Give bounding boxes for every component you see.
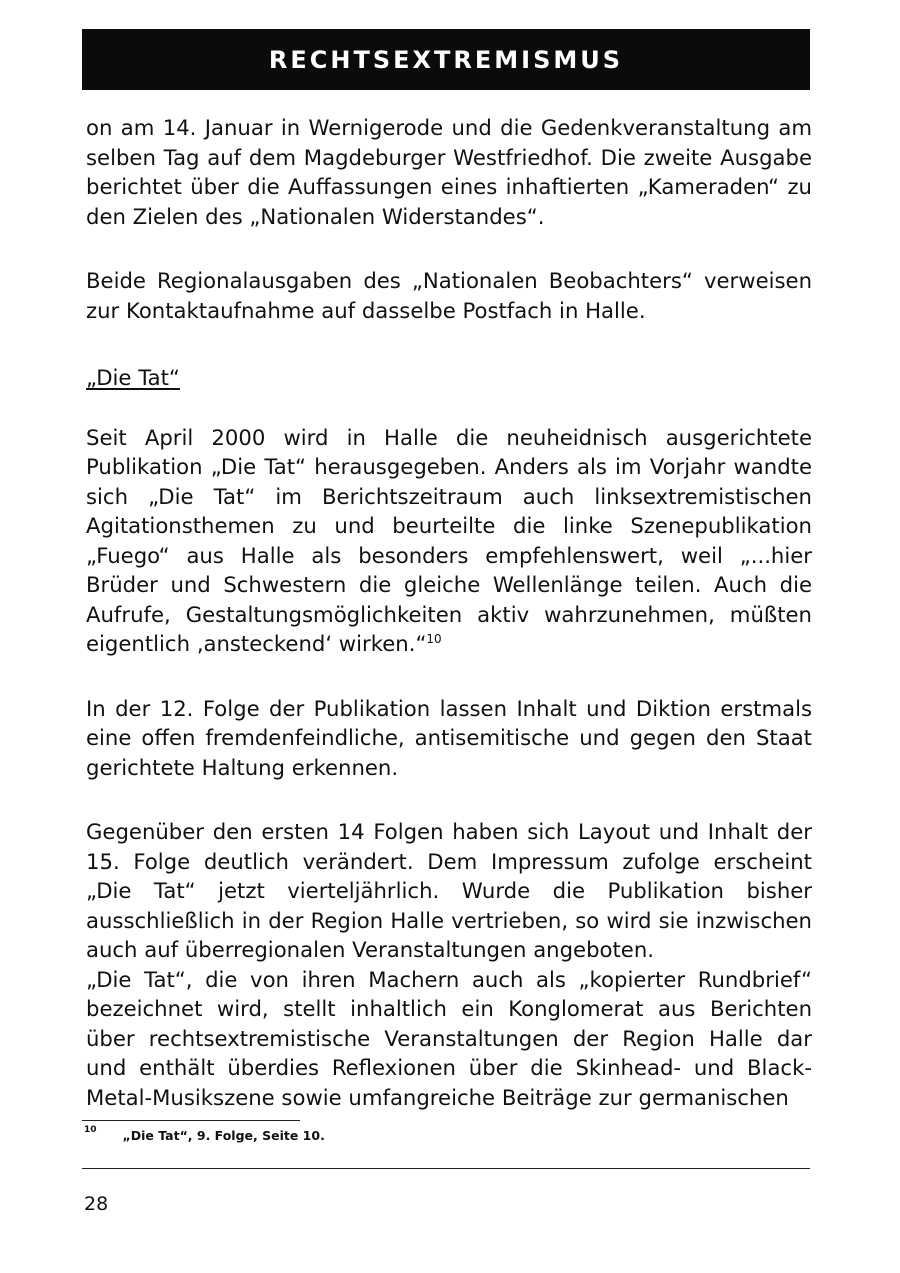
bottom-divider — [82, 1168, 810, 1169]
running-header-title: RECHTSEXTREMISMUS — [268, 45, 624, 74]
paragraph-continuation: on am 14. Januar in Wernigerode und die Gedenkveranstaltung am selben Tag auf dem Magdeburger Westfriedhof. Die zweite Ausgabe berichtet über die Auffassungen eines inhaftierten „Kameraden“ zu den Zielen des „Nationalen Widerstandes“. — [86, 115, 812, 229]
footnote-text: „Die Tat“, 9. Folge, Seite 10. — [122, 1128, 325, 1143]
footnote-divider — [82, 1120, 300, 1121]
footnote-reference[interactable]: 10 — [426, 631, 442, 646]
paragraph-die-tat-intro-text: Seit April 2000 wird in Halle die neuheidnisch ausgerichtete Publikation „Die Tat“ herausgegeben. Anders als im Vorjahr wandte sich „Die Tat“ im Berichtszeitraum auch linksextremistischen Agitationsthemen zu und beurteilte die linke Szenepublikation „Fuego“ aus Halle als besonders empfehlenswert, weil „...hier Brüder und Schwestern die gleiche Wellenlänge teilen. Auch die Aufrufe, Gestaltungsmöglichkeiten aktiv wahrzunehmen, müßten eigentlich ‚ansteckend‘ wirken.“ — [86, 424, 812, 656]
paragraph-die-tat-intro — [86, 423, 812, 659]
page-number: 28 — [84, 1193, 109, 1215]
main-text — [86, 113, 812, 1112]
page-header-bar — [82, 29, 810, 90]
section-heading-die-tat: „Die Tat“ — [86, 365, 180, 390]
paragraph-folge-15: Gegenüber den ersten 14 Folgen haben sich Layout und Inhalt der 15. Folge deutlich verändert. Dem Impressum zufolge erscheint „Die Tat“ jetzt vierteljährlich. Wurde die Publikation bisher ausschließlich in der Region Halle vertrieben, so wird sie inzwischen auch auf überregionalen Veranstaltungen angeboten. — [86, 819, 812, 962]
paragraph-folge-12: In der 12. Folge der Publikation lassen Inhalt und Diktion erstmals eine offen fremdenfeindliche, antisemitische und gegen den Staat gerichtete Haltung erkennen. — [86, 695, 812, 780]
footnote-number: 10 — [84, 1125, 97, 1135]
paragraph-postfach: Beide Regionalausgaben des „Nationalen Beobachters“ verweisen zur Kontaktaufnahme auf dasselbe Postfach in Halle. — [86, 268, 812, 323]
paragraph-rundbrief: „Die Tat“, die von ihren Machern auch als „kopierter Rundbrief“ bezeichnet wird, stellt inhaltlich ein Konglomerat aus Berichten über rechtsextremistische Veranstaltungen der Region Halle dar und enthält überdies Reflexionen über die Skinhead- und Black-Metal-Musikszene sowie umfangreiche Beiträge zur germanischen — [86, 966, 812, 1110]
footnote — [84, 1125, 325, 1143]
